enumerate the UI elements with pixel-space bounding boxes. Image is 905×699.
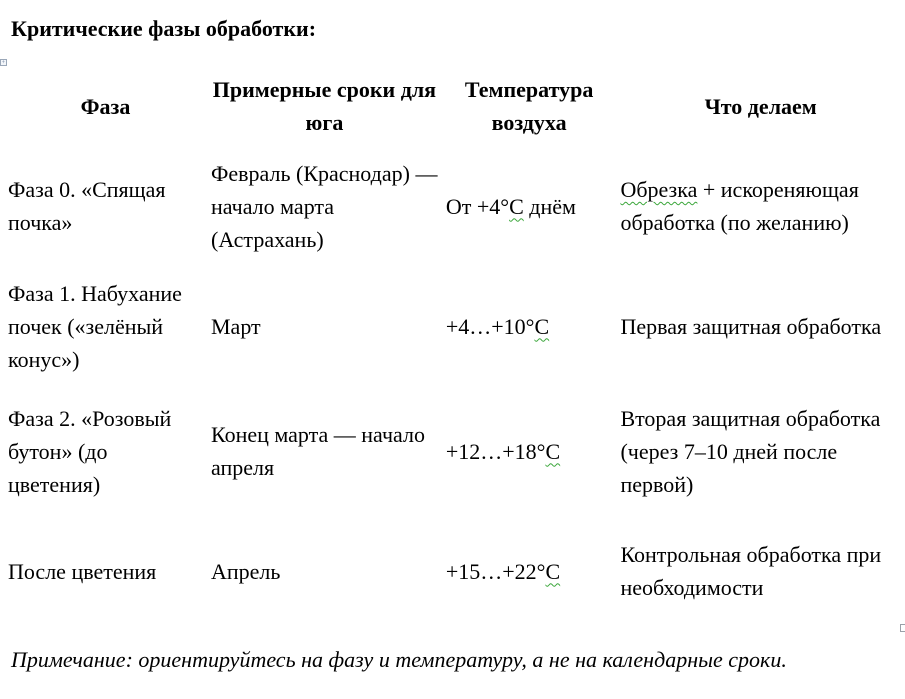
spellcheck-flagged-word[interactable]: Обрезка: [620, 177, 698, 202]
cell-action: Первая защитная обработка: [620, 313, 882, 339]
note-paragraph: Примечание: ориентируйтесь на фазу и температуру, а не на календарные сроки.: [11, 647, 787, 672]
header-action: Что делаем: [704, 93, 817, 119]
cell-phase: Фаза 1. Набухание почек («зелёный конус»): [8, 280, 182, 372]
spellcheck-flagged-word[interactable]: C: [545, 438, 561, 464]
section-heading: Критические фазы обработки:: [11, 16, 317, 41]
cell-temperature: [442, 268, 617, 384]
cell-timing: Апрель: [211, 558, 281, 584]
cell-phase: После цветения: [8, 558, 157, 584]
cell-timing: Март: [211, 313, 261, 339]
temperature-value: +15…+22°: [445, 558, 546, 584]
table-end-marker-icon: [900, 624, 905, 632]
phases-table: [4, 72, 905, 624]
action-text: + искореняющая обработка (по желанию): [620, 177, 859, 235]
table-move-handle-icon[interactable]: +: [1, 60, 6, 66]
cell-phase: Фаза 2. «Розовый бутон» (до цветения): [8, 405, 172, 497]
cell-action: [616, 140, 905, 268]
table-header-row: [4, 72, 905, 140]
cell-timing: Февраль (Краснодар) — начало марта (Астрахань): [211, 160, 438, 252]
table-row: [4, 518, 905, 624]
cell-action: Контрольная обработка при необходимости: [620, 542, 882, 600]
table-row: [4, 268, 905, 384]
header-temperature: Температура воздуха: [464, 77, 594, 135]
header-timing: Примерные сроки для юга: [212, 77, 437, 135]
spellcheck-flagged-word[interactable]: C: [545, 558, 561, 584]
table-row: [4, 140, 905, 268]
cell-temperature: [442, 384, 617, 518]
cell-phase: Фаза 0. «Спящая почка»: [8, 177, 166, 235]
cell-temperature: [442, 140, 617, 268]
cell-timing: Конец марта — начало апреля: [211, 422, 425, 480]
temperature-value: +4…+10°: [445, 313, 535, 339]
temperature-value: От +4°: [445, 193, 510, 219]
header-phase: Фаза: [80, 93, 131, 119]
cell-action: Вторая защитная обработка (через 7–10 дней после первой): [620, 405, 881, 497]
spellcheck-flagged-word[interactable]: C: [509, 193, 524, 219]
table-row: [4, 384, 905, 518]
temperature-suffix: днём: [523, 193, 576, 219]
temperature-value: +12…+18°: [445, 438, 546, 464]
cell-temperature: [442, 518, 617, 624]
spellcheck-flagged-word[interactable]: C: [534, 313, 550, 339]
